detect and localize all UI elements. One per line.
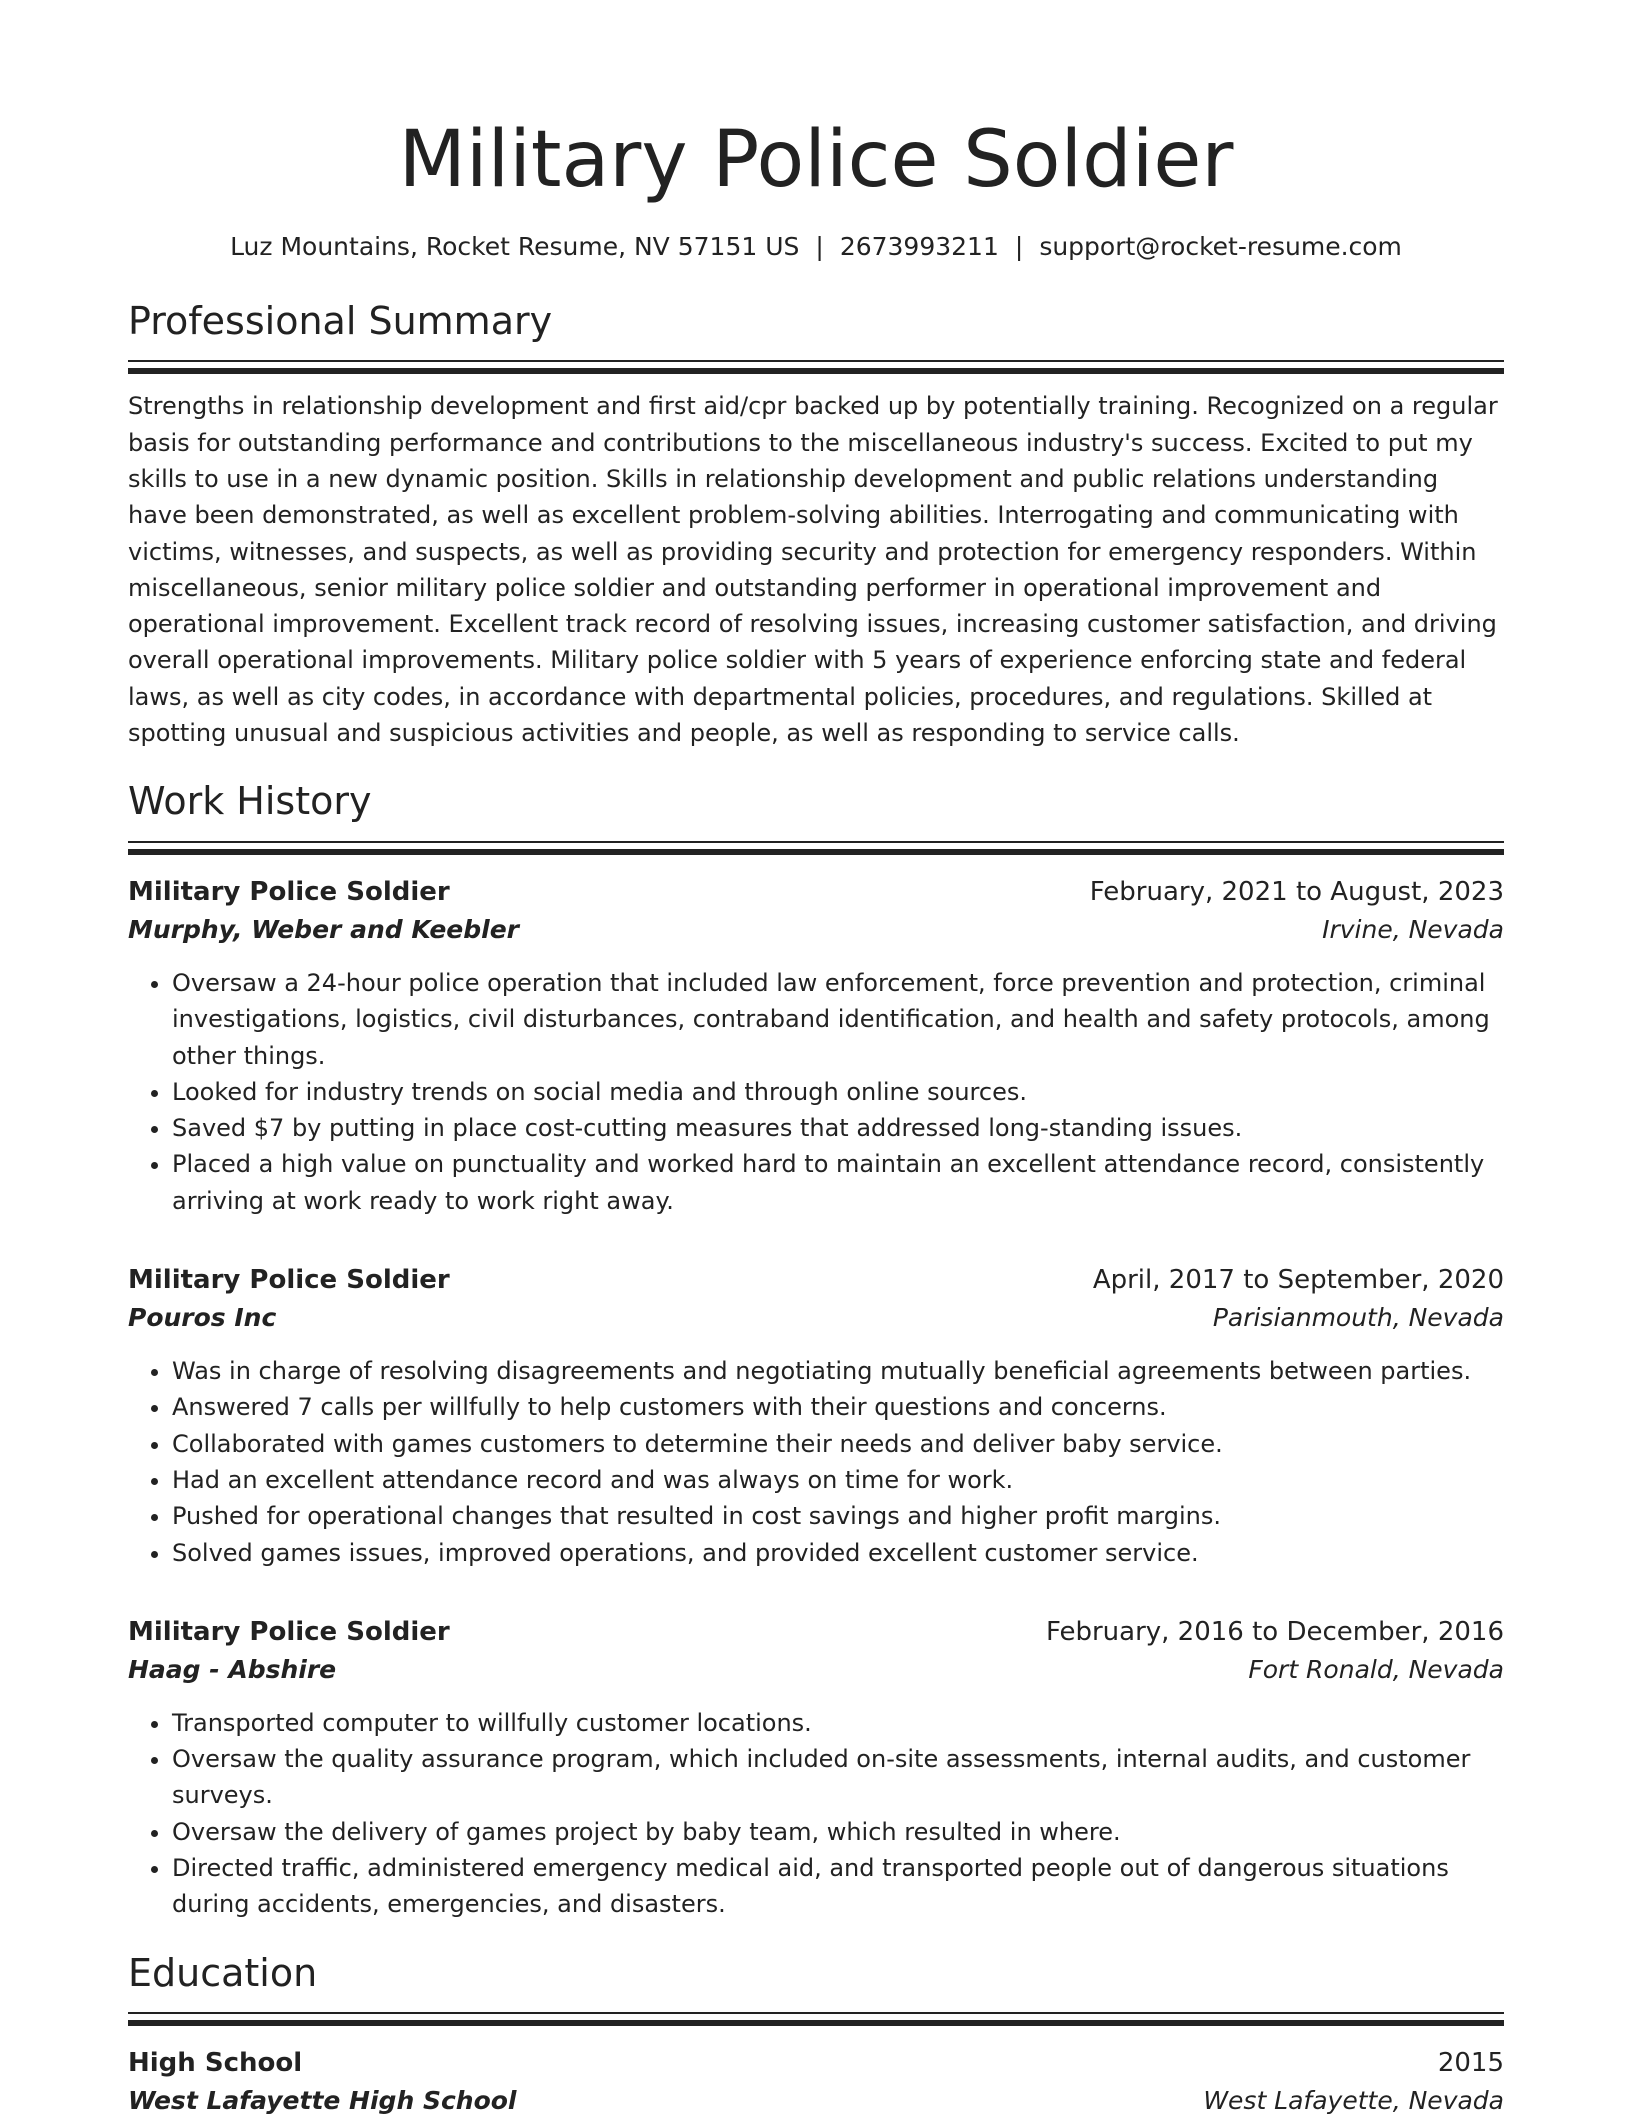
job-bullet: • Collaborated with games customers to determine their needs and deliver baby service. [172,1426,1504,1462]
summary-section [128,299,1504,752]
job-dates: April, 2017 to September, 2020 [1092,1265,1504,1296]
job-bullet: • Oversaw a 24-hour police operation that included law enforcement, force prevention and protection, criminal investigations, logistics, civil disturbances, contraband identification, and health and safety protocols, among other things. [172,965,1504,1074]
education-degree: High School [128,2048,303,2079]
job-entry [128,1261,1504,1571]
education-location: West Lafayette, Nevada [1203,2086,1504,2116]
job-location: Parisianmouth, Nevada [1212,1303,1504,1333]
job-title: Military Police Soldier [128,1265,450,1296]
job-location: Fort Ronald, Nevada [1248,1654,1504,1684]
job-bullet: • Oversaw the quality assurance program, which included on-site assessments, internal audits, and customer surveys. [172,1741,1504,1814]
education-entry [128,2044,1504,2120]
contact-address: Luz Mountains, Rocket Resume, NV 57151 US [230,231,800,261]
contact-email: support@rocket-resume.com [1039,231,1402,261]
job-bullet: • Looked for industry trends on social media and through online sources. [172,1074,1504,1110]
job-bullet: • Pushed for operational changes that resulted in cost savings and higher profit margins. [172,1498,1504,1534]
contact-separator: | [1014,231,1024,261]
section-divider [128,2012,1504,2026]
education-section [128,1951,1504,2120]
job-company: Murphy, Weber and Keebler [128,914,520,944]
job-location: Irvine, Nevada [1322,914,1504,944]
job-bullet: • Oversaw the delivery of games project by baby team, which resulted in where. [172,1814,1504,1850]
job-bullet: • Directed traffic, administered emergency medical aid, and transported people out of dangerous situations during accidents, emergencies, and disasters. [172,1850,1504,1923]
job-bullet: • Was in charge of resolving disagreements and negotiating mutually beneficial agreements between parties. [172,1353,1504,1389]
job-dates: February, 2016 to December, 2016 [1045,1616,1504,1647]
education-year: 2015 [1437,2048,1504,2079]
job-entry [128,1613,1504,1923]
job-bullet-list [128,1705,1504,1923]
education-school: West Lafayette High School [128,2086,517,2116]
job-bullet: • Answered 7 calls per willfully to help customers with their questions and concerns. [172,1389,1504,1425]
section-divider [128,360,1504,374]
contact-separator: | [815,231,824,261]
work-history-section [128,779,1504,1922]
work-history-section-title: Work History [128,779,372,824]
job-bullet: • Saved $7 by putting in place cost-cutting measures that addressed long-standing issues. [172,1110,1504,1146]
contact-phone: 2673993211 [839,231,999,261]
job-company: Pouros Inc [128,1303,277,1333]
job-dates: February, 2021 to August, 2023 [1089,876,1504,907]
job-entry [128,873,1504,1219]
resume-name-heading: Military Police Soldier [398,115,1234,205]
job-bullet-list [128,965,1504,1219]
job-bullet: • Placed a high value on punctuality and worked hard to maintain an excellent attendance record, consistently arriving at work ready to work right away. [172,1146,1504,1219]
education-section-title: Education [128,1950,318,1995]
job-title: Military Police Soldier [128,1616,450,1647]
contact-line [128,232,1504,261]
job-bullet-list [128,1353,1504,1571]
job-title: Military Police Soldier [128,876,450,907]
job-bullet: • Had an excellent attendance record and was always on time for work. [172,1462,1504,1498]
summary-text: Strengths in relationship development and first aid/cpr backed up by potentially training. Recognized on a regular basis for outstanding performance and contributions to the miscellaneous industry's success. Excited to put my skills to use in a new dynamic position. Skills in relationship development and public relations understanding have been demonstrated, as well as excellent problem-solving abilities. Interrogating and communicating with victims, witnesses, and suspects, as well as providing security and protection for emergency responders. Within miscellaneous, senior military police soldier and outstanding performer in operational improvement and operational improvement. Excellent track record of resolving issues, increasing customer satisfaction, and driving overall operational improvements. Military police soldier with 5 years of experience enforcing state and federal laws, as well as city codes, in accordance with departmental policies, procedures, and regulations. Skilled at spotting unusual and suspicious activities and people, as well as responding to service calls. [128,392,1498,748]
section-divider [128,841,1504,855]
job-bullet: • Solved games issues, improved operations, and provided excellent customer service. [172,1535,1504,1571]
job-company: Haag - Abshire [128,1654,337,1684]
summary-section-title: Professional Summary [128,298,553,343]
job-bullet: • Transported computer to willfully customer locations. [172,1705,1504,1741]
